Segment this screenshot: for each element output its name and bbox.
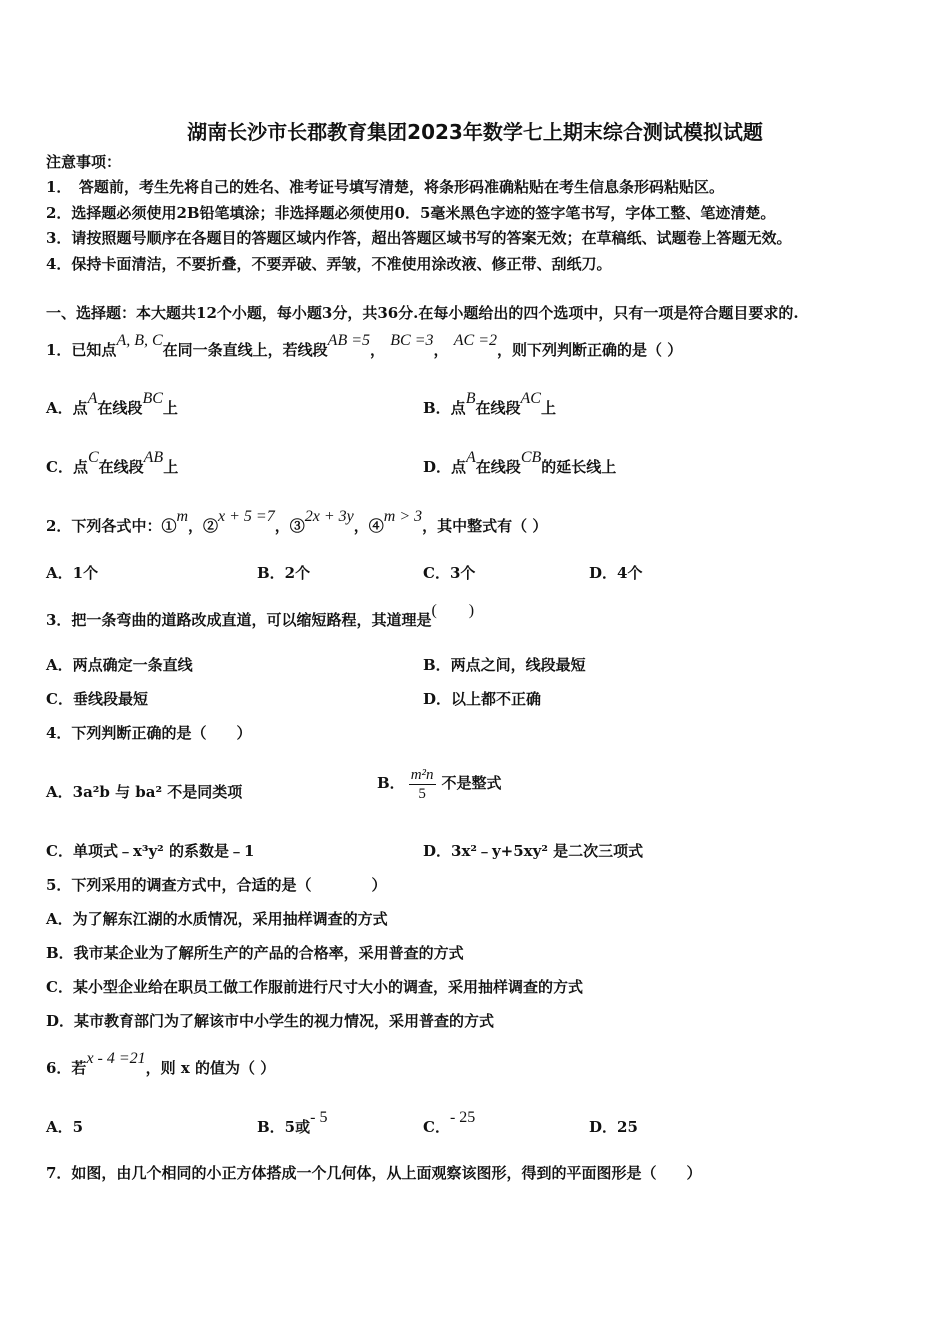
option-math: AB xyxy=(143,449,164,466)
question-1-options-row-1 xyxy=(46,390,556,419)
option-text: 的延长线上 xyxy=(541,458,617,476)
q2-option-c: C．3个 xyxy=(423,564,476,582)
question-3-options-row-2 xyxy=(46,689,542,709)
option-label: B．点 xyxy=(423,399,466,417)
q2-math-3: 2x + 3y xyxy=(304,508,354,525)
question-6-options xyxy=(46,1109,638,1137)
option-text: 上 xyxy=(540,399,556,417)
option-math: CB xyxy=(520,449,542,466)
option-math: C xyxy=(87,449,99,466)
q1-option-b xyxy=(423,390,556,419)
option-text: 不是整式 xyxy=(441,774,502,792)
option-text: 在线段 xyxy=(97,399,143,417)
option-label: C．点 xyxy=(46,458,88,476)
q4-option-d: D．3x²﹣y+5xy² 是二次三项式 xyxy=(423,842,644,860)
q2-option-b: B．2个 xyxy=(257,564,311,582)
q2-text: ，③ xyxy=(274,517,305,535)
option-math: BC xyxy=(142,390,163,407)
notice-item-3: 3．请按照题号顺序在各题目的答题区域内作答，超出答题区域书写的答案无效；在草稿纸、试题卷上答题无效。 xyxy=(46,229,792,247)
q6-option-d: D．25 xyxy=(589,1118,638,1136)
fraction-denominator: 5 xyxy=(418,785,426,802)
option-text: 上 xyxy=(162,399,178,417)
q6-text: ，则 x 的值为（ ） xyxy=(145,1059,276,1077)
option-text: C． xyxy=(423,1118,450,1136)
question-2-stem xyxy=(46,508,548,537)
question-1-stem xyxy=(46,332,683,361)
q6-option-a: A．5 xyxy=(46,1118,84,1136)
option-math: A xyxy=(87,390,98,407)
option-math: AC xyxy=(520,390,541,407)
q6-option-b xyxy=(257,1109,328,1138)
q5-option-a: A．为了解东江湖的水质情况，采用抽样调查的方式 xyxy=(46,910,388,928)
q2-option-a: A．1个 xyxy=(46,564,99,582)
option-text: 在线段 xyxy=(475,458,521,476)
q2-math-1: m xyxy=(176,508,189,525)
q3-option-d: D．以上都不正确 xyxy=(423,690,542,708)
q1-option-d xyxy=(423,449,617,478)
q1-text: ，则下列判断正确的是（ ） xyxy=(497,341,683,359)
question-4-option-b xyxy=(377,760,502,806)
q2-math-4: m > 3 xyxy=(383,508,423,525)
question-3-options-row-1 xyxy=(46,655,586,675)
q2-text: ，其中整式有（ ） xyxy=(422,517,548,535)
q2-text: ，② xyxy=(188,517,219,535)
option-math: - 25 xyxy=(449,1109,476,1126)
page-title: 湖南长沙市长郡教育集团2023年数学七上期末综合测试模拟试题 xyxy=(187,120,763,144)
question-4-option-a: A．3a²b 与 ba² 不是同类项 xyxy=(46,783,243,801)
q3-option-c: C．垂线段最短 xyxy=(46,690,148,708)
q1-option-c xyxy=(46,449,179,476)
fraction xyxy=(409,766,436,803)
question-4-stem: 4．下列判断正确的是（ ） xyxy=(46,724,252,742)
option-math: - 5 xyxy=(310,1109,328,1126)
question-3-stem xyxy=(46,602,475,631)
option-math: B xyxy=(465,390,476,407)
q6-option-c xyxy=(423,1109,476,1138)
q2-math-2: x + 5 =7 xyxy=(218,508,275,525)
q1-math-bc: BC =3 xyxy=(390,332,434,349)
option-label: A．点 xyxy=(46,399,88,417)
q1-separator: ， xyxy=(433,341,449,359)
q1-text: 1．已知点 xyxy=(46,341,117,359)
q5-option-d: D．某市教育部门为了解该市中小学生的视力情况，采用普查的方式 xyxy=(46,1012,495,1030)
q6-math: x - 4 =21 xyxy=(86,1050,146,1067)
option-text: 在线段 xyxy=(98,458,144,476)
notice-heading: 注意事项： xyxy=(46,153,122,171)
question-2-options xyxy=(46,563,643,583)
q1-option-a xyxy=(46,390,178,417)
q6-text: 6．若 xyxy=(46,1059,87,1077)
option-text: 上 xyxy=(163,458,179,476)
q1-text: 在同一条直线上，若线段 xyxy=(162,341,328,359)
q5-option-b: B．我市某企业为了解所生产的产品的合格率，采用普查的方式 xyxy=(46,944,464,962)
q3-text: 3．把一条弯曲的道路改成直道，可以缩短路程，其道理是 xyxy=(46,611,432,629)
q1-math-ac: AC =2 xyxy=(453,332,498,349)
option-text: 在线段 xyxy=(475,399,521,417)
section-heading: 一、选择题：本大题共12个小题，每小题3分，共36分.在每小题给出的四个选项中，只有一项是符合题目要求的. xyxy=(46,304,799,322)
question-7-stem: 7．如图，由几个相同的小正方体搭成一个几何体，从上面观察该图形，得到的平面图形是（ ） xyxy=(46,1164,702,1182)
notice-item-2: 2．选择题必须使用2B铅笔填涂；非选择题必须使用0．5毫米黑色字迹的签字笔书写，字体工整、笔迹清楚。 xyxy=(46,204,776,222)
notice-item-4: 4．保持卡面清洁，不要折叠，不要弄破、弄皱，不准使用涂改液、修正带、刮纸刀。 xyxy=(46,255,612,273)
option-text: B．5或 xyxy=(257,1118,311,1136)
fraction-numerator: m²n xyxy=(410,766,434,783)
q3-answer-paren: ( ) xyxy=(431,602,475,619)
q3-option-b: B．两点之间，线段最短 xyxy=(423,656,586,674)
q5-option-c: C．某小型企业给在职员工做工作服前进行尺寸大小的调查，采用抽样调查的方式 xyxy=(46,978,583,996)
q1-math-ab: AB =5 xyxy=(327,332,371,349)
option-label: B． xyxy=(377,774,405,792)
option-math: A xyxy=(466,449,476,466)
question-5-stem: 5．下列采用的调查方式中，合适的是（ ） xyxy=(46,876,387,894)
option-label: D．点 xyxy=(423,458,467,476)
q2-text: ，④ xyxy=(353,517,384,535)
question-6-stem xyxy=(46,1050,276,1079)
question-1-options-row-2 xyxy=(46,449,617,478)
q1-separator: ， xyxy=(370,341,386,359)
q2-text: 2．下列各式中：① xyxy=(46,517,177,535)
notice-item-1: 1． 答题前，考生先将自己的姓名、准考证号填写清楚，将条形码准确粘贴在考生信息条形码粘贴区。 xyxy=(46,178,724,196)
q4-option-c: C．单项式﹣x³y² 的系数是﹣1 xyxy=(46,842,255,860)
q2-option-d: D．4个 xyxy=(589,564,643,582)
q1-math-points: A, B, C xyxy=(116,332,163,349)
question-4-options-row-2 xyxy=(46,841,644,861)
q3-option-a: A．两点确定一条直线 xyxy=(46,656,193,674)
